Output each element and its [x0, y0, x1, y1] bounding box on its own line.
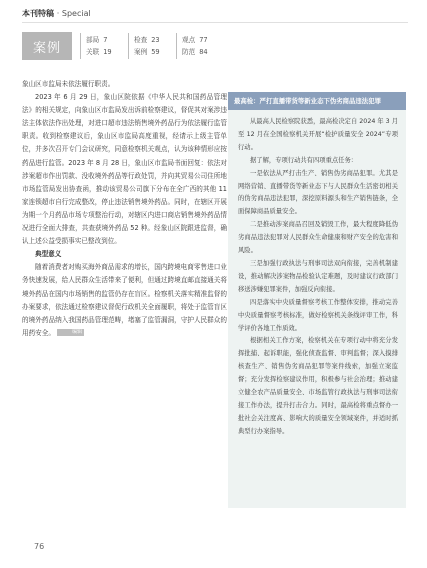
stats-divider: [128, 33, 129, 59]
stats-grid: [80, 33, 310, 59]
stat-label: 防范: [182, 48, 196, 56]
stats-divider: [176, 33, 177, 59]
sidebar-paragraph: 据了解，专项行动共有四项重点任务：: [250, 156, 358, 164]
end-mark: 编辑: [57, 329, 84, 336]
stat-item: [86, 34, 113, 44]
stat-label: 关联: [86, 48, 100, 56]
stat-value: 19: [103, 48, 112, 56]
sidebar-paragraph: 三是加强行政执法与刑事司法双向衔接，完善机制建设，推动解决涉案物品检验认定难题，及时建议行政部门移送涉嫌犯罪案件，加强反向衔接。: [238, 259, 398, 293]
sidebar-paragraph: 根据相关工作方案，检察机关在专项行动中将充分发挥批捕、起诉职能，强化侦查监督、审判监督；深入摸排核查生产、销售伪劣商品犯罪等案件线索，加强立案监督；充分发挥检察建议作用，积极参与社会治理；推动建立健全农产品质量安全、市场监管行政执法与刑事司法衔接工作办法，提升打击合力。同时，最高检将重点督办一批社会关注度高、影响大的质量安全领域案件，并适时抓典型行办案指导。: [238, 337, 398, 435]
sidebar-paragraph: 二是推动涉案商品召回及销毁工作，最大程度降低伪劣商品违法犯罪对人民群众生命健康和财产安全的危害和风险。: [238, 221, 398, 255]
article-column: [22, 78, 227, 340]
stats-divider: [80, 33, 81, 59]
sidebar-paragraph: 从最高人民检察院获悉，最高检决定自 2024 年 3 月至 12 月在全国检察机关开展“检护质量安全 2024”专项行动。: [238, 118, 398, 151]
stat-label: 案例: [134, 48, 148, 56]
stat-item: [182, 34, 209, 44]
sidebar-box-body: [238, 116, 398, 439]
page-number: 76: [34, 542, 45, 551]
section-title: 本刊特稿: [22, 9, 54, 18]
article-paragraph: 2023 年 6 月 29 日，象山区院依据《中华人民共和国药品管理法》的相关规定，向象山区市监局发出诉前检察建议，督促其对案涉违法主体依法作出处理，对进口超市违法销售境外药品行为依法履行监管职责。收到检察建议后，象山区市监局高度重视，经请示上级主管单位，并多次召开专门会议研究，同意检察机关观点，认为该种情形应按药品进行监管。2023 年 8 月 28 日，象山区市监局书面回复：依法对涉案超市作出罚款、没收境外药品等行政处罚，并向其贸易公司住所地市场监管局发出协查函，推动该贸易公司旗下分布在全广西的其他 11 家连锁超市自行完成整改，停止违法销售境外药品。同时，在辖区开展为期一个月药品市场专项整治行动，对辖区内进口商店销售境外药品情况进行全面大排查，共查获境外药品 52 种。经象山区院跟进监督，确认上述公益受损事实已整改到位。: [22, 93, 227, 246]
stat-item: [86, 46, 113, 56]
stat-label: 检查: [134, 36, 148, 44]
section-subtitle: · Special: [56, 9, 91, 18]
sidebar-box-title: 最高检：严打直播带货等新业态下伪劣商品违法犯罪: [228, 92, 406, 110]
stat-value: 23: [151, 36, 160, 44]
stat-item: [182, 46, 209, 56]
section-heading: 典型意义: [35, 250, 62, 259]
sidebar-box: [228, 92, 406, 508]
stat-value: 59: [151, 48, 160, 56]
header-divider: [22, 22, 408, 23]
article-paragraph: 象山区市监局未依法履行职责。: [22, 80, 115, 88]
stat-item: [134, 46, 161, 56]
article-paragraph: [22, 261, 227, 340]
stat-label: 观点: [182, 36, 196, 44]
stat-value: 77: [199, 36, 208, 44]
sidebar-paragraph: 一是依法从严打击生产、销售伪劣商品犯罪。尤其是网络营销、直播带货等新业态下与人民群众生活密切相关的伪劣商品违法犯罪，深挖原料源头和生产销售链条，全面保障商品质量安全。: [238, 169, 398, 216]
section-header: [22, 8, 91, 19]
article-paragraph-text: 随着消费者对购买海外商品需求的增长，国内跨境电商零售进口业务快速发展，给人民群众生活带来了便利，但通过跨境直邮直接通关将境外药品在国内市场销售的监管仍存在盲区。检察机关落实精准监督的办案要求，依法通过检察建议督促行政机关全面履职，将处于监管盲区的境外药品纳入我国药品管理范畴，堵塞了监管漏洞，守护人民群众的用药安全。: [22, 263, 227, 337]
sidebar-paragraph: 四是落实中央质量督察考核工作整体安排，推动完善中央质量督察考核标准，做好检察机关条线评审工作，科学评价各地工作质效。: [238, 298, 398, 332]
stat-value: 84: [199, 48, 208, 56]
category-badge: 案例: [22, 32, 72, 60]
stat-value: 7: [103, 36, 108, 44]
stat-item: [134, 34, 161, 44]
stat-label: 部局: [86, 36, 100, 44]
